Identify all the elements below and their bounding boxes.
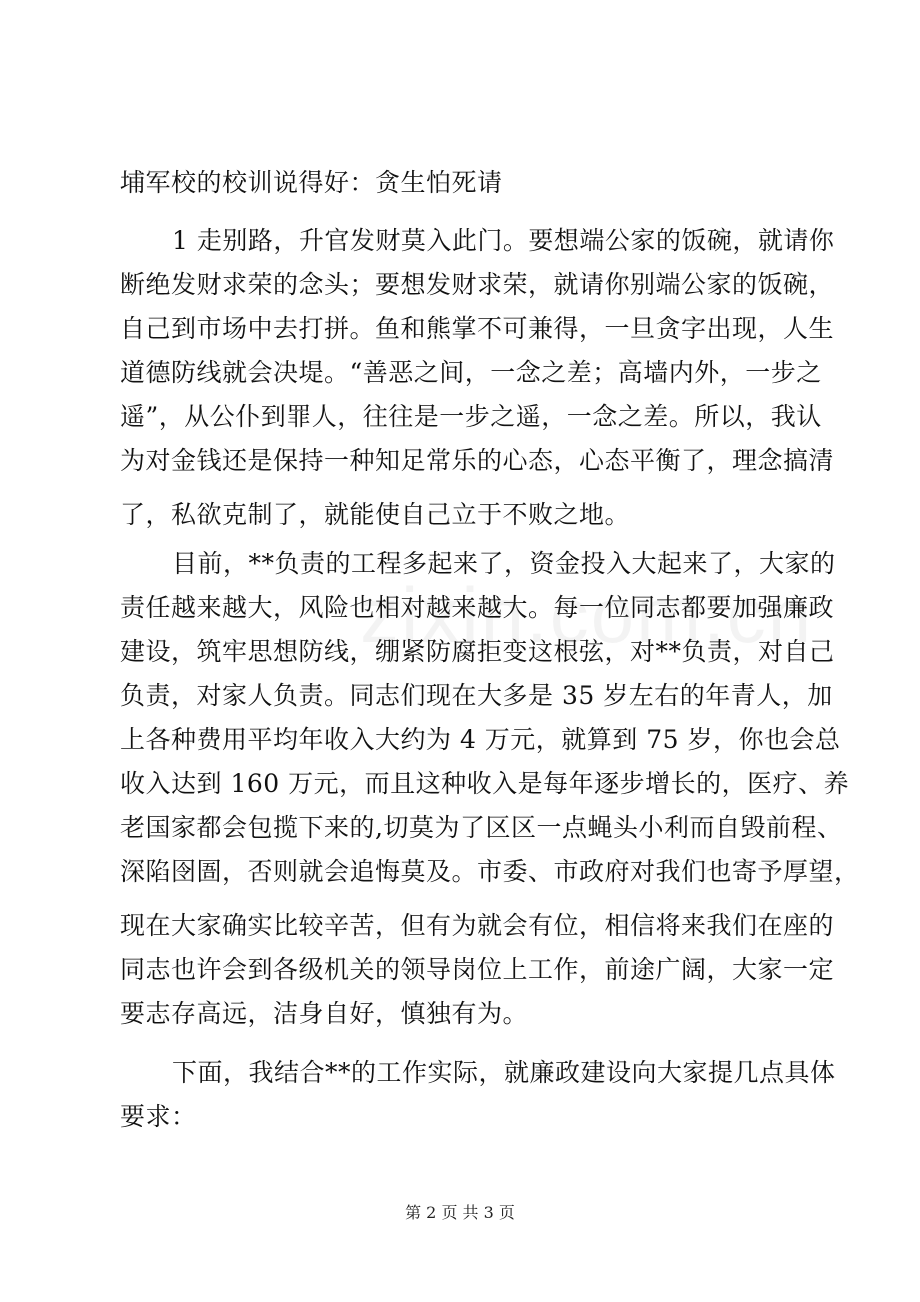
body-line: 要志存高远，洁身自好，慎独有为。 <box>120 999 529 1028</box>
body-line: 现在大家确实比较辛苦，但有为就会有位，相信将来我们在座的 <box>120 911 835 940</box>
body-line: 责任越来越大，风险也相对越来越大。每一位同志都要加强廉政 <box>120 593 835 622</box>
body-line: 建设，筑牢思想防线，绷紧防腐拒变这根弦，对**负责，对自己 <box>120 637 835 666</box>
body-line: 为对金钱还是保持一种知足常乐的心态，心态平衡了，理念搞清 <box>120 446 835 475</box>
body-line: 目前，**负责的工程多起来了，资金投入大起来了，大家的 <box>172 549 836 578</box>
body-line: 道德防线就会决堤。“善恶之间，一念之差；高墙内外，一步之 <box>120 358 822 387</box>
body-line: 断绝发财求荣的念头；要想发财求荣，就请你别端公家的饭碗， <box>120 270 835 299</box>
body-line: 遥”，从公仆到罪人，往往是一步之遥，一念之差。所以，我认 <box>120 402 822 431</box>
body-line: 埔军校的校训说得好：贪生怕死请 <box>120 168 503 197</box>
body-line: 收入达到 160 万元，而且这种收入是每年逐步增长的，医疗、养 <box>120 769 850 798</box>
body-line: 1 走别路，升官发财莫入此门。要想端公家的饭碗，就请你 <box>172 226 835 255</box>
page-footer: 第 2 页 共 3 页 <box>405 1203 515 1222</box>
body-line: 深陷囹圄，否则就会追悔莫及。市委、市政府对我们也寄予厚望， <box>120 857 860 886</box>
body-line: 老国家都会包揽下来的,切莫为了区区一点蝇头小利而自毁前程、 <box>120 813 843 842</box>
body-line: 同志也许会到各级机关的领导岗位上工作，前途广阔，大家一定 <box>120 955 835 984</box>
body-line: 下面，我结合**的工作实际，就廉政建设向大家提几点具体 <box>172 1058 836 1087</box>
body-line: 要求： <box>120 1102 197 1131</box>
body-line: 上各种费用平均年收入大约为 4 万元，就算到 75 岁，你也会总 <box>120 725 841 754</box>
body-line: 自己到市场中去打拼。鱼和熊掌不可兼得，一旦贪字出现，人生 <box>120 314 835 343</box>
body-line: 了，私欲克制了，就能使自己立于不败之地。 <box>120 500 631 529</box>
body-line: 负责，对家人负责。同志们现在大多是 35 岁左右的年青人，加 <box>120 681 833 710</box>
